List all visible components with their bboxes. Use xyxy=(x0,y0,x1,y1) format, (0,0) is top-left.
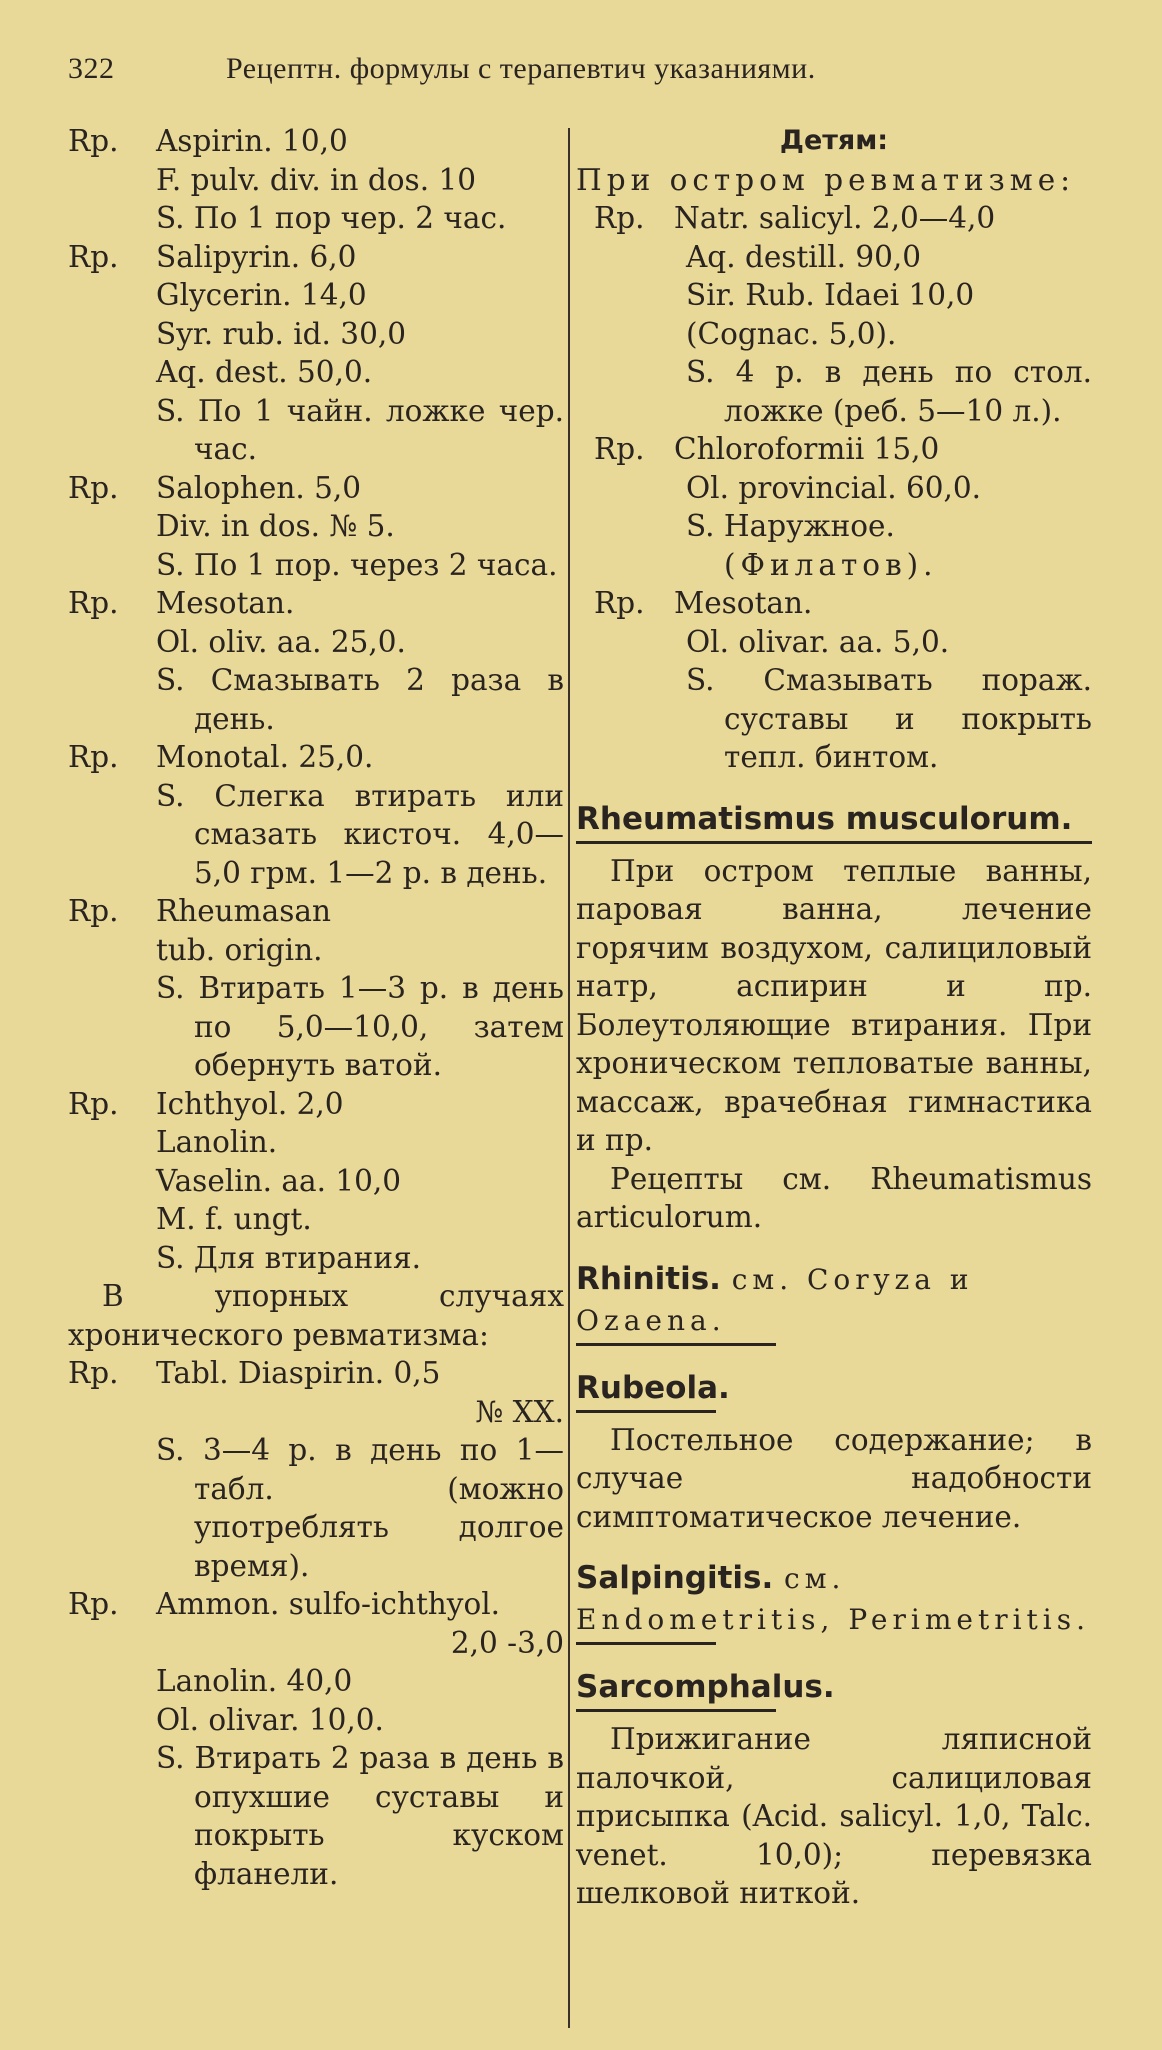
child-recipe-natr-salicyl xyxy=(576,199,1092,430)
recipe-sig: S. Слегка втирать или смазать кисточ. 4,0—5,0 грм. 1—2 р. в день. xyxy=(156,778,564,890)
recipe-sig: S. Втирать 2 раза в день в опухшие суставы и покрыть куском фланели. xyxy=(156,1741,564,1891)
recipe-sig: S. Наружное. xyxy=(686,509,895,543)
recipe-line: Aq. dest. 50,0. xyxy=(156,355,373,389)
heading-rheumatismus-musculorum: Rheumatismus musculorum. xyxy=(576,800,1073,837)
right-column xyxy=(576,122,1092,1913)
rhinitis-ref: см. Coryza и Ozaena. xyxy=(576,1262,974,1337)
heading-rhinitis xyxy=(576,1259,1092,1341)
salpingitis-title: Salpingitis. xyxy=(576,1560,774,1596)
rhinitis-title: Rhinitis. xyxy=(576,1260,721,1297)
recipe-sig: S. По 1 пор. через 2 часа. xyxy=(156,547,558,582)
rp-label: Rp. xyxy=(594,201,645,235)
recipe-mesotan xyxy=(68,584,564,738)
recipe-aspirin xyxy=(68,122,564,238)
recipe-sig: S. По 1 пор чер. 2 час. xyxy=(156,201,507,235)
paragraph-sarcomphalus: Прижигание ляписной палочкой, салициловая присыпка (Acid. salicyl. 1,0, Talc. venet. 10,0); перевязка шелковой ниткой. xyxy=(576,1722,1092,1910)
column-divider xyxy=(568,128,570,2028)
chronic-note: В упорных случаях хронического ревматизма: xyxy=(68,1279,564,1352)
recipe-line: (Cognac. 5,0). xyxy=(686,316,897,351)
recipe-line: tub. origin. xyxy=(156,932,323,967)
recipe-line: Salipyrin. 6,0 xyxy=(156,239,357,274)
recipe-line: Monotal. 25,0. xyxy=(156,740,374,774)
recipe-line: Syr. rub. id. 30,0 xyxy=(156,316,406,351)
rp-label: Rp. xyxy=(594,586,645,620)
recipe-sig: S. Смазывать пораж. суставы и покрыть тепл. бинтом. xyxy=(686,663,1092,774)
rp-label: Rp. xyxy=(68,239,119,274)
salpingitis-ref: см. Endometritis, Perimetritis. xyxy=(576,1562,1091,1636)
child-recipe-mesotan xyxy=(576,584,1092,777)
left-column xyxy=(68,122,564,1893)
recipe-line: M. f. ungt. xyxy=(156,1202,312,1236)
heading-underline xyxy=(576,1343,776,1346)
recipe-diaspirin xyxy=(68,1354,564,1585)
rp-label: Rp. xyxy=(68,1356,119,1390)
rp-label: Rp. xyxy=(68,586,119,620)
recipe-sig: S. Смазывать 2 раза в день. xyxy=(156,663,564,736)
recipe-salipyrin xyxy=(68,238,564,469)
rp-label: Rp. xyxy=(594,432,645,466)
heading-underline xyxy=(576,1709,776,1712)
recipe-sig: S. 4 р. в день по стол. ложке (реб. 5—10 л.). xyxy=(686,355,1092,428)
rp-label: Rp. xyxy=(68,1086,119,1121)
recipe-rheumasan xyxy=(68,892,564,1085)
recipe-line: Mesotan. xyxy=(674,586,813,620)
heading-underline xyxy=(576,841,1092,844)
heading-sarcomphalus: Sarcomphalus. xyxy=(576,1669,835,1705)
recipe-line: Rheumasan xyxy=(156,894,331,928)
paragraph-musculorum: При остром теплые ванны, паровая ванна, лечение горячим воздухом, салициловый натр, аспирин и пр. Болеутоляющие втирания. При хроническом тепловатые ванны, массаж, врачебная гимнастика и пр. xyxy=(576,853,1092,1157)
rp-label: Rp. xyxy=(68,1587,119,1621)
recipe-line: Mesotan. xyxy=(156,586,295,620)
recipe-line: Salophen. 5,0 xyxy=(156,470,362,505)
recipe-line: Natr. salicyl. 2,0—4,0 xyxy=(674,201,996,235)
recipe-line: Ichthyol. 2,0 xyxy=(156,1086,344,1121)
rp-label: Rp. xyxy=(68,470,119,505)
recipe-line: Lanolin. xyxy=(156,1125,278,1159)
rp-label: Rp. xyxy=(68,894,119,928)
recipe-line: Glycerin. 14,0 xyxy=(156,278,367,312)
recipe-line: Aspirin. 10,0 xyxy=(156,124,348,158)
child-recipe-chloroform xyxy=(576,430,1092,584)
rp-label: Rp. xyxy=(68,740,119,774)
recipe-ammon-sulfo-ichthyol xyxy=(68,1585,564,1893)
recipe-sig: S. 3—4 р. в день по 1—табл. (можно употреблять долгое время). xyxy=(156,1433,564,1583)
recipe-sig: S. Для втирания. xyxy=(156,1240,421,1275)
acute-heading: При остром ревматизме: xyxy=(576,162,1076,197)
recipe-line: Tabl. Diaspirin. 0,5 xyxy=(156,1356,441,1390)
recipe-line: Lanolin. 40,0 xyxy=(156,1664,353,1698)
recipe-line: Aq. destill. 90,0 xyxy=(686,239,922,274)
paragraph-rubeola: Постельное содержание; в случае надобности симптоматическое лечение. xyxy=(576,1422,1092,1534)
rp-label: Rp. xyxy=(68,124,119,158)
recipe-monotal xyxy=(68,738,564,892)
running-title: Рецептн. формулы с терапевтич указаниями. xyxy=(226,52,816,85)
heading-underline xyxy=(576,1642,716,1645)
children-heading: Детям: xyxy=(779,125,889,156)
recipe-line: Chloroformii 15,0 xyxy=(674,432,940,466)
recipe-line: Sir. Rub. Idaei 10,0 xyxy=(686,278,975,312)
recipe-sig: S. По 1 чайн. ложке чер. час. xyxy=(156,393,564,466)
recipe-salophen xyxy=(68,469,564,585)
recipe-line: Div. in dos. № 5. xyxy=(156,509,395,543)
paragraph-musculorum-ref: Рецепты см. Rheumatismus articulorum. xyxy=(576,1161,1092,1234)
recipe-line: Ol. olivar. aa. 5,0. xyxy=(686,624,950,659)
recipe-line: Ol. oliv. aa. 25,0. xyxy=(156,624,406,659)
recipe-line: Ammon. sulfo-ichthyol. xyxy=(156,1587,501,1621)
heading-salpingitis xyxy=(576,1558,1092,1640)
heading-underline xyxy=(576,1410,716,1413)
recipe-line: 2,0 -3,0 xyxy=(450,1625,564,1660)
recipe-line: Ol. provincial. 60,0. xyxy=(686,470,982,505)
recipe-sig: S. Втирать 1—3 р. в день по 5,0—10,0, затем обернуть ватой. xyxy=(156,971,564,1082)
heading-rubeola: Rubeola. xyxy=(576,1369,730,1406)
recipe-line: № XX. xyxy=(475,1394,564,1429)
page-number: 322 xyxy=(68,52,115,85)
recipe-line: Ol. olivar. 10,0. xyxy=(156,1702,384,1737)
author-credit: (Филатов). xyxy=(724,547,938,582)
recipe-line: Vaselin. aa. 10,0 xyxy=(156,1163,402,1198)
recipe-ichthyol xyxy=(68,1085,564,1278)
recipe-line: F. pulv. div. in dos. 10 xyxy=(156,162,476,197)
